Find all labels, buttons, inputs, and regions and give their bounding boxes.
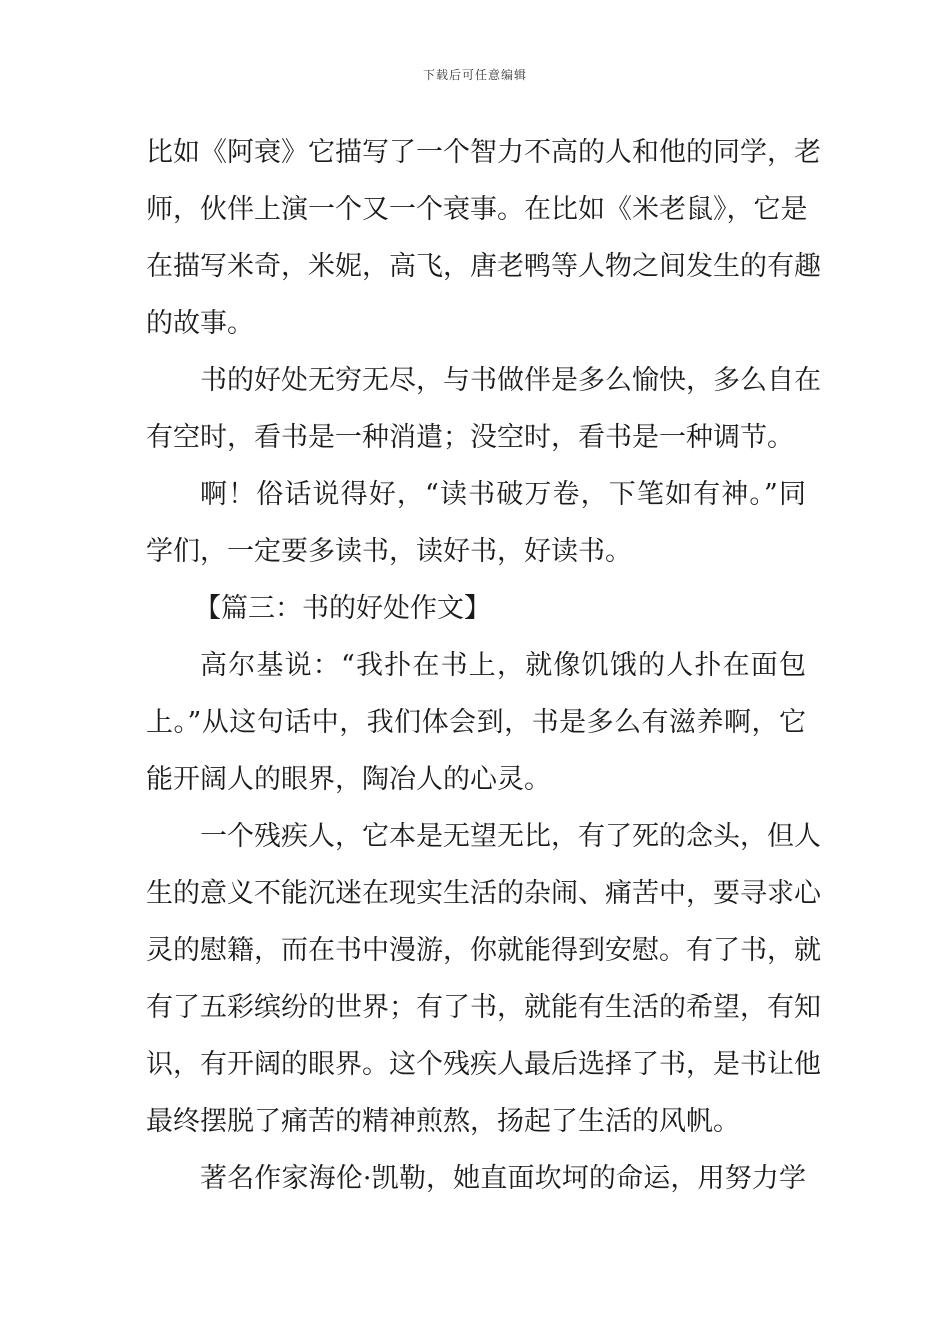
text-line: 一个残疾人，它本是无望无比，有了死的念头，但人: [200, 821, 821, 852]
text-line: 在描写米奇，米妮，高飞，唐老鸭等人物之间发生的有趣: [146, 251, 821, 282]
text-line: 的故事。: [146, 308, 254, 339]
text-line: 灵的慰籍，而在书中漫游，你就能得到安慰。有了书，就: [146, 935, 821, 966]
text-line: 有了五彩缤纷的世界；有了书，就能有生活的希望，有知: [146, 992, 821, 1023]
text-line: 啊！俗话说得好，“读书破万卷，下笔如有神。”同: [200, 479, 806, 510]
text-line: 学们，一定要多读书，读好书，好读书。: [146, 536, 632, 567]
section-heading: 【篇三：书的好处作文】: [194, 593, 491, 624]
text-line: 有空时，看书是一种消遣；没空时，看书是一种调节。: [146, 422, 794, 453]
document-body: [146, 124, 821, 1207]
text-line: 上。”从这句话中，我们体会到，书是多么有滋养啊，它: [146, 707, 806, 738]
text-line: 识，有开阔的眼界。这个残疾人最后选择了书，是书让他: [146, 1049, 821, 1080]
text-line: 最终摆脱了痛苦的精神煎熬，扬起了生活的风帆。: [146, 1106, 740, 1137]
text-line: 书的好处无穷无尽，与书做伴是多么愉快，多么自在: [200, 365, 821, 396]
text-line: 高尔基说：“我扑在书上，就像饥饿的人扑在面包: [200, 650, 806, 681]
text-line: 比如《阿衰》它描写了一个智力不高的人和他的同学，老: [146, 137, 821, 168]
text-line: 著名作家海伦·凯勒，她直面坎坷的命运，用努力学: [200, 1163, 806, 1194]
page-header-note: 下载后可任意编辑: [422, 68, 527, 82]
text-line: 生的意义不能沉迷在现实生活的杂闹、痛苦中，要寻求心: [146, 878, 821, 909]
text-line: 能开阔人的眼界，陶冶人的心灵。: [146, 764, 551, 795]
text-line: 师，伙伴上演一个又一个衰事。在比如《米老鼠》，它是: [146, 194, 808, 225]
